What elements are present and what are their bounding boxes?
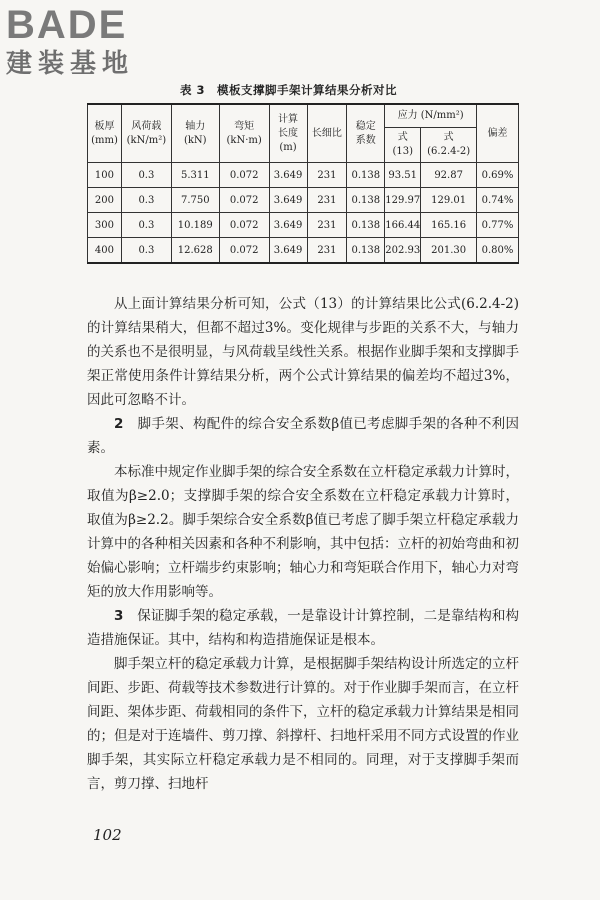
paragraph-3: 本标准中规定作业脚手架的综合安全系数在立杆稳定承载力计算时，取值为β≥2.0；支撑脚手架的综合安全系数在立杆稳定承载力计算时，取值为β≥2.2。脚手架综合安全系数β值已考虑了脚手架立杆稳定承载力计算中的各种相关因素和各种不利影响，其中包括：立杆的初始弯曲和初始偏心影响；立杆端步约束影响；轴心力和弯矩联合作用下，轴心力对弯矩的放大作用影响等。 xyxy=(87,464,519,600)
table-cell: 100 xyxy=(88,163,122,188)
table-cell: 0.138 xyxy=(347,163,385,188)
table-cell: 231 xyxy=(307,213,347,238)
header-formula-13: 式 (13) xyxy=(385,128,421,163)
table-cell: 10.189 xyxy=(171,213,219,238)
table-cell: 0.138 xyxy=(347,238,385,264)
table-cell: 400 xyxy=(88,238,122,264)
table-cell: 165.16 xyxy=(421,213,477,238)
paragraph-2-text: 脚手架、构配件的综合安全系数β值已考虑脚手架的各种不利因素。 xyxy=(87,416,520,456)
item-number: 3 xyxy=(114,608,124,624)
body-text xyxy=(87,292,519,796)
table-caption: 表 3 模板支撑脚手架计算结果分析对比 xyxy=(180,83,398,97)
table-cell: 200 xyxy=(88,188,122,213)
header-deviation: 偏差 xyxy=(477,104,519,163)
item-number: 2 xyxy=(114,416,124,432)
header-formula-6-2-4-2: 式 (6.2.4-2) xyxy=(421,128,477,163)
paragraph-4 xyxy=(87,604,519,652)
table-row xyxy=(88,163,519,188)
logo-main-text: BADE xyxy=(6,3,128,47)
table-cell: 0.072 xyxy=(219,238,269,264)
page-number: 102 xyxy=(93,826,122,844)
table-cell: 0.3 xyxy=(121,188,171,213)
table-cell: 0.3 xyxy=(121,238,171,264)
table-cell: 300 xyxy=(88,213,122,238)
table-cell: 5.311 xyxy=(171,163,219,188)
header-stress: 应力 (N/mm²) xyxy=(385,104,477,128)
table-row xyxy=(88,213,519,238)
table-cell: 231 xyxy=(307,238,347,264)
table-cell: 7.750 xyxy=(171,188,219,213)
paragraph-5: 脚手架立杆的稳定承载力计算，是根据脚手架结构设计所选定的立杆间距、步距、荷载等技术参数进行计算的。对于作业脚手架而言，在立杆间距、架体步距、荷载相同的条件下，立杆的稳定承载力计算结果是相同的；但是对于连墙件、剪刀撑、斜撑杆、扫地杆采用不同方式设置的作业脚手架，其实际立杆稳定承载力是不相同的。同理，对于支撑脚手架而言，剪刀撑、扫地杆 xyxy=(87,656,519,792)
table-cell: 0.072 xyxy=(219,188,269,213)
header-slenderness: 长细比 xyxy=(307,104,347,163)
logo-sub-text: 建装基地 xyxy=(6,49,135,79)
table-cell: 3.649 xyxy=(269,213,307,238)
table-cell: 0.77% xyxy=(477,213,519,238)
table-cell: 0.138 xyxy=(347,213,385,238)
table-cell: 92.87 xyxy=(421,163,477,188)
table-cell: 0.3 xyxy=(121,163,171,188)
table-cell: 202.93 xyxy=(385,238,421,264)
header-thickness: 板厚 (mm) xyxy=(88,104,122,163)
table-cell: 0.74% xyxy=(477,188,519,213)
table-cell: 129.01 xyxy=(421,188,477,213)
paragraph-2 xyxy=(87,412,519,460)
table-cell: 3.649 xyxy=(269,188,307,213)
header-moment: 弯矩 (kN·m) xyxy=(219,104,269,163)
table-cell: 3.649 xyxy=(269,163,307,188)
table-cell: 0.69% xyxy=(477,163,519,188)
table-cell: 3.649 xyxy=(269,238,307,264)
table-cell: 0.072 xyxy=(219,213,269,238)
table-cell: 0.3 xyxy=(121,213,171,238)
table-cell: 0.072 xyxy=(219,163,269,188)
results-table xyxy=(87,103,519,264)
table-cell: 93.51 xyxy=(385,163,421,188)
brand-logo xyxy=(6,4,176,80)
header-axial-force: 轴力 (kN) xyxy=(171,104,219,163)
header-calc-length: 计算 长度 (m) xyxy=(269,104,307,163)
table-cell: 231 xyxy=(307,163,347,188)
table-cell: 231 xyxy=(307,188,347,213)
table-cell: 201.30 xyxy=(421,238,477,264)
paragraph-4-text: 保证脚手架的稳定承载，一是靠设计计算控制，二是靠结构和构造措施保证。其中，结构和构造措施保证是根本。 xyxy=(87,608,520,648)
table-cell: 166.44 xyxy=(385,213,421,238)
table-cell: 0.138 xyxy=(347,188,385,213)
table-cell: 12.628 xyxy=(171,238,219,264)
header-stability: 稳定 系数 xyxy=(347,104,385,163)
table-cell: 0.80% xyxy=(477,238,519,264)
table-row xyxy=(88,188,519,213)
table-cell: 129.97 xyxy=(385,188,421,213)
header-wind-load: 风荷载 (kN/m²) xyxy=(121,104,171,163)
paragraph-1: 从上面计算结果分析可知，公式（13）的计算结果比公式(6.2.4-2)的计算结果稍大，但都不超过3%。变化规律与步距的关系不大，与轴力的关系也不是很明显，与风荷载呈线性关系。根据作业脚手架和支撑脚手架正常使用条件计算结果分析，两个公式计算结果的偏差均不超过3%，因此可忽略不计。 xyxy=(87,296,519,408)
table-row xyxy=(88,238,519,264)
